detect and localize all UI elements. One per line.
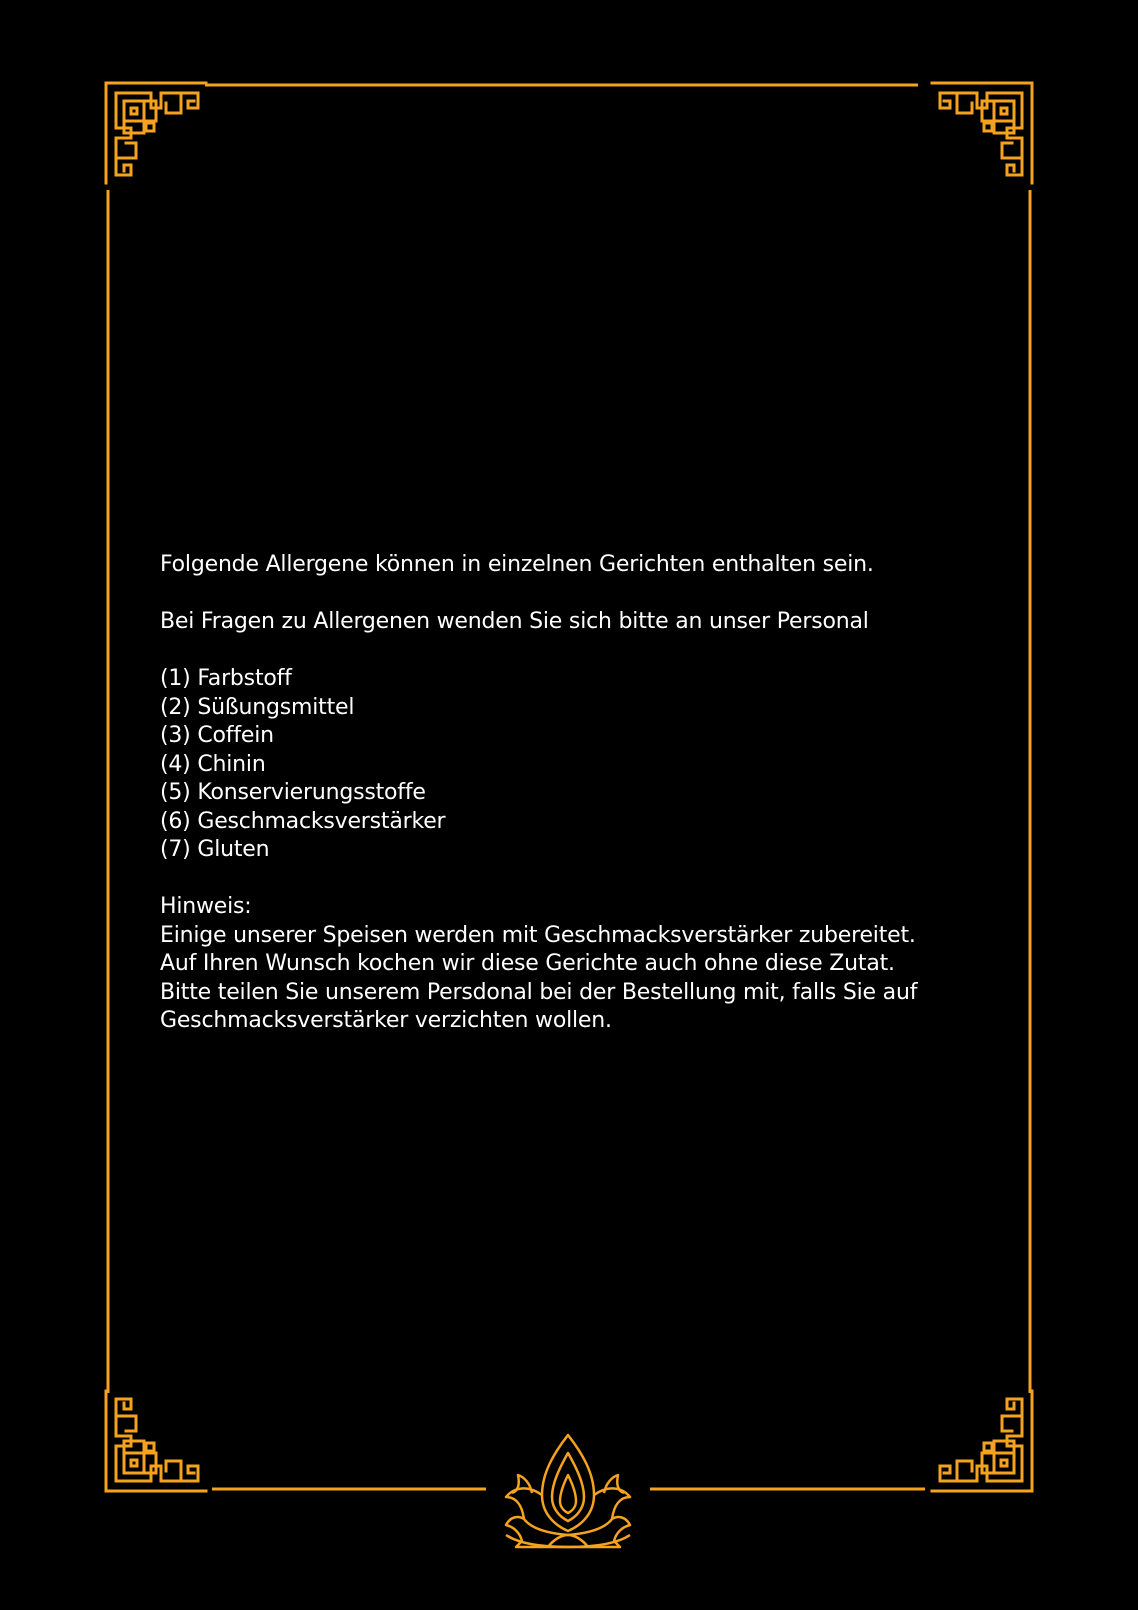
note-line: Bitte teilen Sie unserem Persdonal bei der Bestellung mit, falls Sie auf <box>160 979 918 1005</box>
note-section <box>160 893 980 1036</box>
allergen-info <box>160 551 980 1036</box>
allergen-item: (5) Konservierungsstoffe <box>160 780 426 805</box>
allergen-item: (1) Farbstoff <box>160 666 292 691</box>
allergen-item: (7) Gluten <box>160 837 270 862</box>
allergen-item: (3) Coffein <box>160 723 274 748</box>
allergen-list <box>160 665 980 865</box>
allergen-item: (2) Süßungsmittel <box>160 694 355 720</box>
note-line: Geschmacksverstärker verzichten wollen. <box>160 1008 612 1033</box>
corner-fret-ornament <box>106 83 206 183</box>
note-line: Auf Ihren Wunsch kochen wir diese Gerichte auch ohne diese Zutat. <box>160 951 895 976</box>
note-line: Einige unserer Speisen werden mit Geschmacksverstärker zubereitet. <box>160 922 916 948</box>
allergen-item: (4) Chinin <box>160 751 266 777</box>
note-heading: Hinweis: <box>160 894 252 919</box>
corner-fret-ornament <box>932 83 1032 183</box>
corner-fret-ornament <box>932 1391 1032 1491</box>
corner-fret-ornament <box>106 1391 206 1491</box>
allergen-item: (6) Geschmacksverstärker <box>160 808 446 834</box>
contact-text: Bei Fragen zu Allergenen wenden Sie sich bitte an unser Personal <box>160 609 869 634</box>
lotus-flame-ornament <box>506 1435 630 1547</box>
intro-text: Folgende Allergene können in einzelnen Gerichten enthalten sein. <box>160 552 874 577</box>
